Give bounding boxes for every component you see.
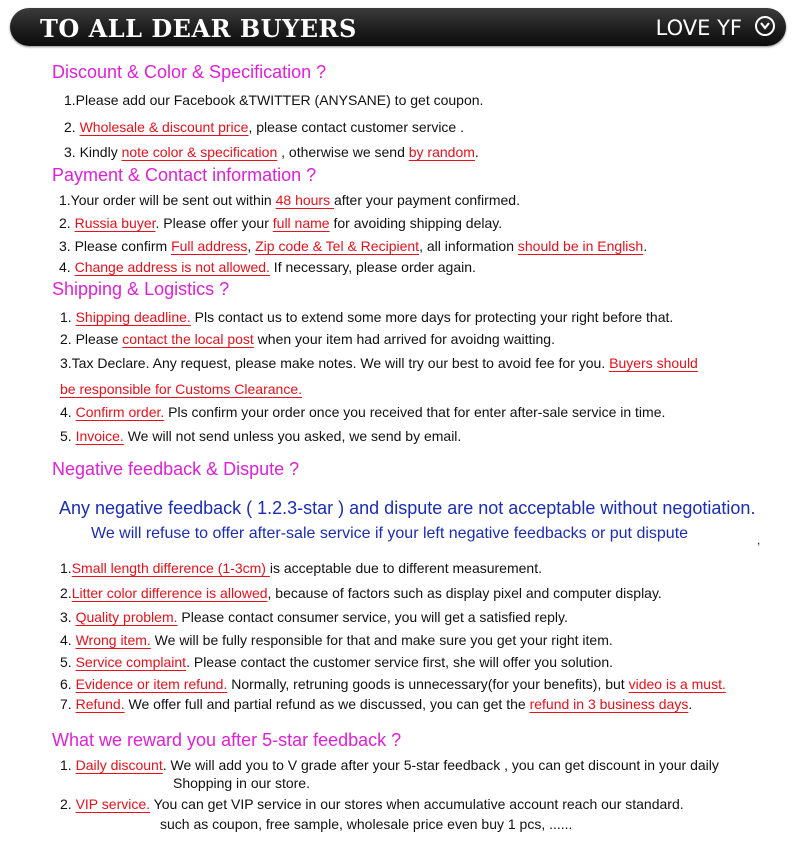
negative-line-2: 2.Litter color difference is allowed, because of factors such as display pixel and computer display. — [60, 585, 662, 601]
shipping-line-4: 4. Confirm order. Pls confirm your order once you received that for enter after-sale service in time. — [60, 404, 666, 420]
banner-title: TO ALL DEAR BUYERS — [40, 14, 357, 43]
highlight: video is a must. — [628, 676, 726, 692]
payment-line-3: 3. Please confirm Full address, Zip code & Tel & Recipient, all information should be in English. — [59, 238, 648, 254]
highlight: Daily discount — [75, 757, 163, 773]
highlight: Full address — [171, 238, 248, 254]
negative-line-5: 5. Service complaint. Please contact the customer service first, she will offer you solution. — [60, 654, 614, 670]
payment-line-2: 2. Russia buyer. Please offer your full name for avoiding shipping delay. — [59, 215, 503, 231]
shipping-heading: Shipping & Logistics ? — [52, 279, 230, 299]
highlight: Russia buyer — [74, 215, 156, 231]
highlight: contact the local post — [122, 331, 254, 347]
highlight: be responsible for Customs Clearance. — [60, 381, 303, 397]
highlight: 48 hours — [275, 192, 334, 208]
highlight: Refund. — [75, 696, 125, 712]
header-banner — [10, 8, 786, 46]
reward-heading: What we reward you after 5-star feedback ? — [52, 730, 402, 750]
shipping-line-2: 2. Please contact the local post when your item had arrived for avoidng waitting. — [60, 331, 555, 347]
highlight: VIP service. — [75, 796, 151, 812]
highlight: should be in English — [517, 238, 644, 254]
shipping-line-3: 3.Tax Declare. Any request, please make notes. We will try our best to avoid fee for you. Buyers should — [60, 355, 698, 371]
shipping-line-3-cont — [60, 381, 302, 397]
reward-line-2-cont: such as coupon, free sample, wholesale price even buy 1 pcs, ...... — [160, 816, 573, 832]
stray-mark: , — [757, 533, 761, 547]
reward-line-2: 2. VIP service. You can get VIP service in our stores when accumulative account reach our standard. — [60, 796, 684, 812]
highlight: full name — [272, 215, 330, 231]
highlight: Litter color difference is allowed — [71, 585, 268, 601]
negative-heading: Negative feedback & Dispute ? — [52, 459, 300, 479]
negative-line-1: 1.Small length difference (1-3cm) is acceptable due to different measurement. — [60, 560, 542, 576]
negative-notice-2: We will refuse to offer after-sale service if your left negative feedbacks or put dispute — [91, 525, 689, 542]
payment-heading: Payment & Contact information ? — [52, 165, 317, 185]
negative-line-4: 4. Wrong item. We will be fully responsible for that and make sure you get your right item. — [60, 632, 613, 648]
reward-line-1-cont: Shopping in our store. — [173, 775, 310, 791]
negative-notice-1: Any negative feedback ( 1.2.3-star ) and dispute are not acceptable without negotiation. — [59, 498, 756, 518]
highlight: Change address is not allowed. — [74, 259, 270, 275]
discount-line-3: 3. Kindly note color & specification , otherwise we send by random. — [64, 144, 479, 160]
discount-heading: Discount & Color & Specification ? — [52, 62, 327, 82]
discount-line-2: 2. Wholesale & discount price, please contact customer service . — [64, 119, 464, 135]
highlight: Wholesale & discount price — [79, 119, 249, 135]
negative-line-7: 7. Refund. We offer full and partial refund as we discussed, you can get the refund in 3 business days. — [60, 696, 693, 712]
shipping-line-1: 1. Shipping deadline. Pls contact us to extend some more days for protecting your right before that. — [60, 309, 674, 325]
highlight: Buyers should — [609, 355, 698, 371]
highlight: Quality problem. — [75, 609, 178, 625]
highlight: Service complaint — [75, 654, 187, 670]
highlight: Wrong item. — [75, 632, 151, 648]
highlight: Evidence or item refund. — [75, 676, 228, 692]
negative-line-6: 6. Evidence or item refund. Normally, retruning goods is unnecessary(for your benefits), but video is a must. — [60, 676, 726, 692]
highlight: Shipping deadline. — [75, 309, 191, 325]
highlight: Confirm order. — [75, 404, 165, 420]
shipping-line-5: 5. Invoice. We will not send unless you asked, we send by email. — [60, 428, 462, 444]
highlight: by random — [408, 144, 475, 160]
highlight: refund in 3 business days — [529, 696, 689, 712]
payment-line-1: 1.Your order will be sent out within 48 hours after your payment confirmed. — [59, 192, 520, 208]
highlight: note color & specification — [121, 144, 278, 160]
payment-line-4: 4. Change address is not allowed. If necessary, please order again. — [59, 259, 476, 275]
negative-line-3: 3. Quality problem. Please contact consumer service, you will get a satisfied reply. — [60, 609, 568, 625]
reward-line-1: 1. Daily discount. We will add you to V grade after your 5-star feedback , you can get discount in your daily — [60, 757, 719, 773]
highlight: Small length difference (1-3cm) — [71, 560, 270, 576]
highlight: Zip code & Tel & Recipient — [255, 238, 420, 254]
brand-name: LOVE YF — [655, 16, 742, 40]
chevron-down-icon[interactable] — [755, 16, 775, 36]
highlight: Invoice. — [75, 428, 124, 444]
discount-line-1: 1.Please add our Facebook &TWITTER (ANYSANE) to get coupon. — [64, 92, 484, 108]
